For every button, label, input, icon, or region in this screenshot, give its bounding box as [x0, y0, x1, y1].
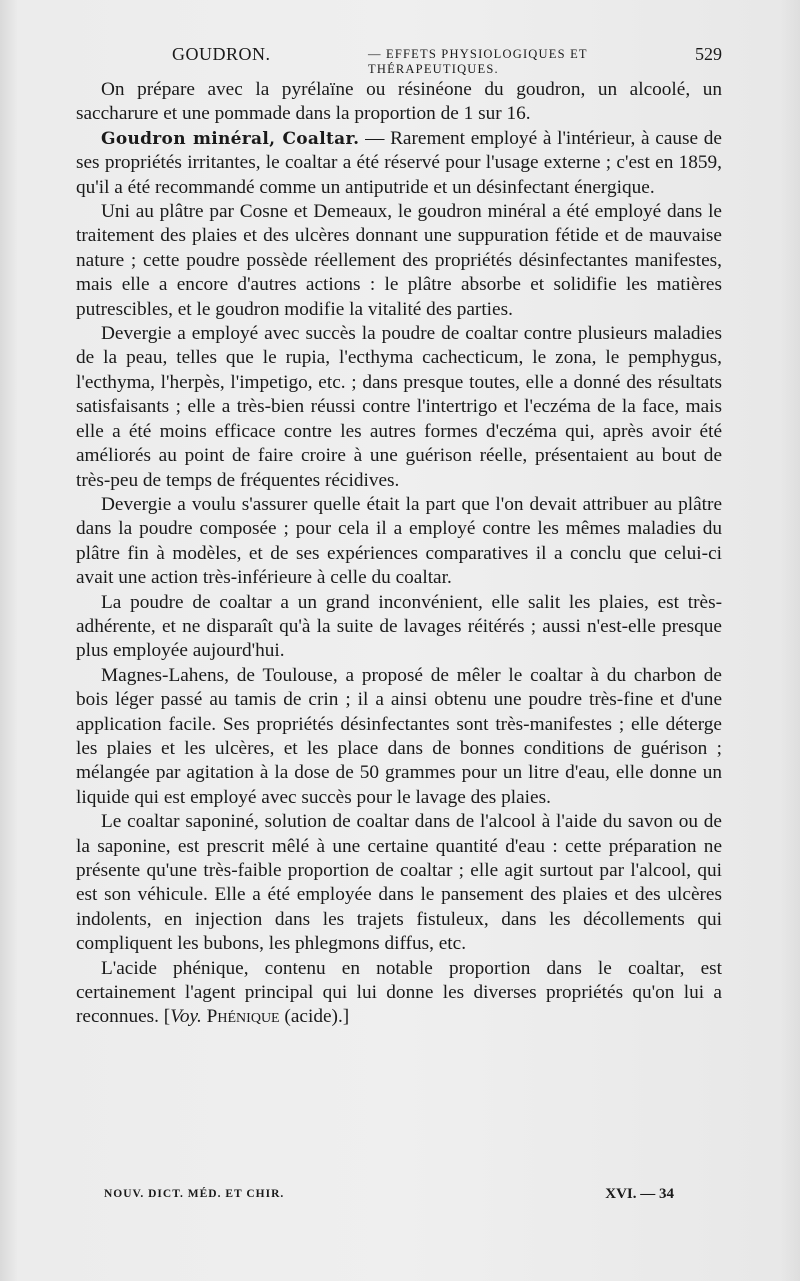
paragraph: Devergie a employé avec succès la poudre de coaltar contre plusieurs maladies de la peau, telles que le rupia, l'ecthyma cachecticum, le zona, le pemphygus, l'ecthyma, l'herpès, l'impetigo, etc. ; dans presque toutes, elle a donné des résultats satisfaisants ; elle a très-bien réussi contre l'intertrigo et l'eczéma de la face, mais elle a été moins efficace contre les autres formes d'eczéma qui, après avoir été améliorés au point de faire croire à une guérison réelle, présentaient au bout de très-peu de temps de fréquentes récidives.	[76, 323, 722, 491]
paragraph: Le coaltar saponiné, solution de coaltar dans de l'alcool à l'aide du savon ou de la saponine, est prescrit mêlé à une certaine quantité d'eau : cette préparation ne présente qu'une très-faible proportion de coaltar ; elle agit surtout par l'alcool, qui est son véhicule. Elle a été employée dans le pansement des plaies et des ulcères indolents, en injection dans les trajets fistuleux, dans les décollements qui compliquent les bubons, les phlegmons diffus, etc.	[76, 811, 722, 955]
cross-reference-entry: Phénique	[206, 1006, 280, 1028]
paragraph: Devergie a voulu s'assurer quelle était la part que l'on devait attribuer au plâtre dans la poudre composée ; pour cela il a employé contre les mêmes maladies du plâtre fin à modèles, et de ses expériences comparatives il a conclu que celui-ci avait une action très-inférieure à celle du coaltar.	[76, 493, 722, 589]
cross-reference-voy: Voy.	[170, 1006, 202, 1028]
section-heading: Goudron minéral, Coaltar.	[101, 128, 360, 149]
paragraph: L'acide phénique, contenu en notable proportion dans le coaltar, est certainement l'agent principal qui lui donne les diverses propriétés qu'on lui a reconnues. [Voy. Phénique (acide).]	[76, 957, 722, 1028]
header-subtitle: — EFFETS PHYSIOLOGIQUES ET THÉRAPEUTIQUES.	[368, 47, 588, 76]
footer-source: NOUV. DICT. MÉD. ET CHIR.	[104, 1188, 285, 1200]
footer-signature: XVI. — 34	[605, 1186, 674, 1202]
header-title: GOUDRON.	[172, 44, 271, 64]
footer	[104, 1186, 674, 1206]
paragraph: Uni au plâtre par Cosne et Demeaux, le goudron minéral a été employé dans le traitement des plaies et des ulcères donnant une suppuration fétide et de mauvaise nature ; cette poudre possède réellement des propriétés désinfectantes manifestes, mais elle a encore d'autres actions : le plâtre absorbe et solidifie les matières putrescibles, et le goudron modifie la vitalité des parties.	[76, 201, 722, 320]
page-number: 529	[695, 44, 722, 64]
running-header	[76, 44, 722, 76]
paragraph: Goudron minéral, Coaltar. — Rarement employé à l'intérieur, à cause de ses propriétés irritantes, le coaltar a été réservé pour l'usage externe ; c'est en 1859, qu'il a été recommandé comme un antiputride et un désinfectant énergique.	[76, 127, 722, 198]
paragraph: Magnes-Lahens, de Toulouse, a proposé de mêler le coaltar à du charbon de bois léger passé au tamis de crin ; il a ainsi obtenu une poudre très-fine et d'une application facile. Ses propriétés désinfectantes sont très-manifestes ; elle déterge les plaies et les ulcères, et les place dans de bonnes conditions de guérison ; mélangée par agitation à la dose de 50 grammes pour un litre d'eau, elle donne un liquide qui est employé avec succès pour le lavage des plaies.	[76, 664, 722, 808]
paragraph: On prépare avec la pyrélaïne ou résinéone du goudron, un alcoolé, un saccharure et une pommade dans la proportion de 1 sur 16.	[76, 79, 722, 125]
paragraph: La poudre de coaltar a un grand inconvénient, elle salit les plaies, est très-adhérente, et ne disparaît qu'à la suite de lavages réitérés ; aussi n'est-elle presque plus employée aujourd'hui.	[76, 591, 722, 662]
body-text	[76, 78, 722, 1030]
